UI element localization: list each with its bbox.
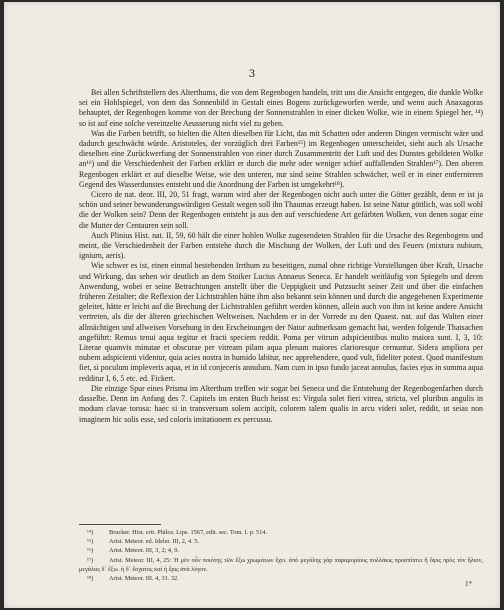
- document-page: [4, 2, 500, 608]
- footnote-text: Arist. Meteor. III, 4, 25: Ἡ μὲν οὖν ποιότης τῶν ἔξω χρωμάτων ἔχει. ἀπὸ μεγάλης γὰρ παραμορίους πολλάκις προσπίπτει ἢ ὄψις πρὸς τὸν ἥλιον, μεγάλας δ᾽ ἔξω. ἡ δ᾽ ἔσχατος καὶ ἡ ἔρις ἀνὰ λόγον.: [79, 556, 483, 573]
- footnote-number: ¹⁴): [87, 529, 94, 536]
- footnote: [79, 528, 483, 537]
- footnote: [79, 537, 483, 546]
- footnote: [79, 556, 483, 574]
- footnote-text: Arist. Meteor. III, 3, 2; 4, 9.: [109, 547, 179, 555]
- footnote: [79, 574, 483, 583]
- signature-mark: 1*: [465, 580, 472, 588]
- paragraph: Auch Plinius Hist. nat. II, 59, 60 hält die einer hohlen Wolke zugesendeten Strahlen für die Ursache des Regenbogens und meint, die Verschiedenheit der Farben entstehe durch die Mischung der Wolken, der Luft und des Feuers (mixtura nubium, igniurn, aeris).: [79, 230, 483, 261]
- footnote-number: ¹⁶): [87, 547, 94, 555]
- footnote-number: ¹⁸): [87, 575, 94, 583]
- footnotes: [79, 528, 483, 583]
- footnote-number: ¹⁷): [87, 556, 94, 564]
- footnote-text: Brucker. Hist. crit. Philos. Lips. 1567, edit. sec. Tom. I. p. 514.: [109, 529, 268, 536]
- paragraph: Bei allen Schriftstellern des Alterthums, die von dem Regenbogen handeln, tritt uns die Ansicht entgegen, die dunkle Wolke sei ein Hohlspiegel, von dem das Sonnenbild in Gestalt eines Bogens zurückgeworfen werde, und wenn auch Anaxagoras behauptet, der Regenbogen komme von der Brechung der Sonnenstrahlen in einer dicken Wolke, wie in einem Spiegel her, ¹⁴) so ist auf eine solche vereinzelte Aeusserung nicht viel zu geben.: [79, 88, 483, 128]
- paragraph: Cicero de nat. deor. III, 20, 51 fragt, warum wird aber der Regenbogen nicht auch unter die Götter gezählt, denn er ist ja schön und seiner bewunderungswürdigen Gestalt wegen soll ihn Thaumas erzeugt haben. Ist seine Natur göttlich, was soll wohl die der Wolken sein? Denn der Regenbogen entsteht ja aus den auf verschiedene Art gefärbten Wolken, von denen sogar eine die Mutter der Centauren sein soll.: [79, 190, 483, 230]
- body-text: [79, 88, 483, 425]
- paragraph: Die einzige Spur eines Prisma im Alterthum treffen wir sogar bei Seneca und die Entstehung der Regenbogenfarben durch dasselbe. Denn im Anfang des 7. Capitels im ersten Buch heisst es: Virgula solet fieri vitrea, stricta, vel pluribus angulis in modum clavae torosa: haec si in transversum solem accipit, colorem talem qualis in arcu videri solet, reddit, ut seias non imaginem hic solis esse, sed coloris imitationem ex percussu.: [79, 383, 483, 424]
- footnote: [79, 546, 483, 555]
- footnote-rule: [79, 524, 161, 525]
- footnote-number: ¹⁵): [87, 538, 94, 546]
- paragraph: Was die Farben betrifft, so hielten die Alten dieselben für Licht, das mit Schatten oder anderen Dingen vermischt wäre und dadurch geschwächt würde. Aristoteles, der vorzüglich drei Farben¹⁵) im Regenbogen unterscheidet, sieht auch als Ursache dieselben eine Zurückwerfung der Sonnenstrahlen von einer durch Zusammentritt der Luft und des Dunstes gebildeten Wolke an¹⁶) und die Verschiedenheit der Farben erklärt er durch die mehr oder weniger schief auffallenden Strahlen¹⁷). Den oberen Regenbogen erklärt er auf dieselbe Weise, wie den unteren, nur sind seine Strahlen schwächer, weil er in einer entfernteren Gegend des Wasserdunstes entsteht und die Anordnung der Farben ist umgekehrt¹⁸).: [79, 128, 483, 189]
- page-number: 3: [248, 68, 256, 80]
- footnote-text: Arist. Meteor. III. 4, 31. 32.: [109, 575, 179, 583]
- footnote-text: Arist. Meteor. ed. Ideler. III, 2, 4. 5.: [109, 538, 200, 546]
- paragraph: Wie schwer es ist, einen einmal bestehenden Irrthum zu beseitigen, zumal ohne richtige Vorstellungen über Kraft, Ursache und Wirkung, das sehen wir deutlich an dem Stoiker Lucius Annaeus Seneca. Er handelt weitläufig von Spiegeln und deren Anwendung, wobei er seine Betrachtungen anstellt über die Ueppigkeit und Putzsucht seiner Zeit und über die einfachen früheren Zeitalter; die Reflexion der Lichtstrahlen hätte ihm also bekannt sein können und durch die angegebenen Experimente geleitet, hätte er leicht auf die Brechung der Lichtstrahlen geführt werden können, allein auch von ihm ist keine andere Ansicht vertreten, als die der älteren griechischen Weltweisen. Nachdem er in der Vorrede zu den Quaest. nat. auf das Walten einer allmächtigen und allweisen Vorsehung in den Erscheinungen der Natur aufmerksam gemacht hat, werden folgende Thatsachen angeführt: Remus tenui aqua tegitur et fracti speciem reddit. Poma per vitrum adspicientibus multo maiora sunt. I, 3, 10: Literae quamvis minutae et obscurae per vitream pilam aqua plenam maiores clarioresque cernuntur. Sidera ampliora per nubem adspicienti videntur, quia acies nostra in humido labitur, nec apprehendere, quod vult, fideliter potest. Quod manifestum fiet, si poculum impleveris aqua, et in id conjeceris annulum. Nam cum in ipso fundo jaceat annulus, facies ejus in summa aqua redditur I, 6, 5 etc. ed. Fickert.: [79, 261, 483, 383]
